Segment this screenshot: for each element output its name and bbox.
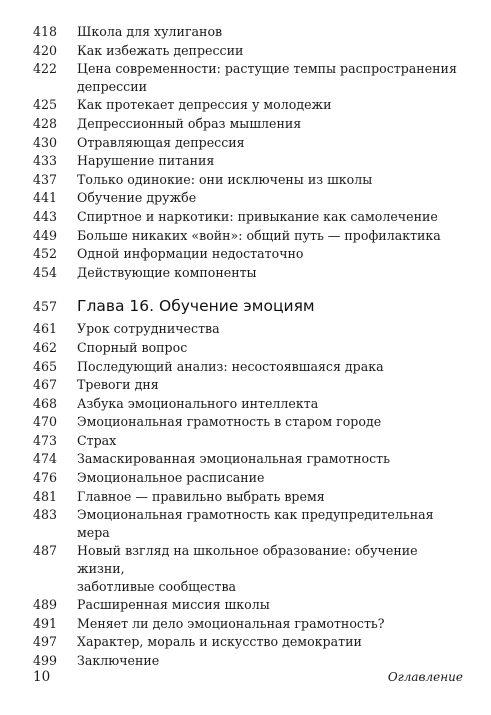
toc-entry-title: Урок сотрудничества [77, 321, 220, 337]
toc-entry-page: 425 [33, 97, 58, 113]
toc-entry-page: 491 [33, 615, 58, 631]
toc-section-depression [33, 23, 463, 281]
toc-entry-page: 462 [33, 339, 58, 355]
running-head: Оглавление [387, 670, 463, 684]
toc-entry-page: 474 [33, 451, 58, 467]
toc-entry-page: 433 [33, 153, 58, 169]
toc-entry-title: Главное — правильно выбрать время [77, 488, 325, 504]
toc-entry-title: Эмоциональная грамотность как предупредительная мера [77, 507, 434, 540]
toc-entry-page: 465 [33, 358, 58, 374]
toc-entry [33, 488, 463, 506]
toc-entry-page: 441 [33, 190, 58, 206]
toc-entry-page: 476 [33, 470, 58, 486]
toc-entry-title: Как протекает депрессия у молодежи [77, 97, 332, 113]
toc-entry-title: Отравляющая депрессия [77, 134, 245, 150]
toc-entry [33, 469, 463, 487]
toc-entry-title: Азбука эмоционального интеллекта [77, 395, 319, 411]
toc-entry [33, 134, 463, 152]
toc-entry [33, 208, 463, 226]
toc-entry [33, 189, 463, 207]
toc-entry-page: 428 [33, 115, 58, 131]
toc-entry-title: Спорный вопрос [77, 339, 188, 355]
folio-page-number: 10 [33, 669, 51, 685]
toc-entry-page: 452 [33, 246, 58, 262]
toc-entry-page: 449 [33, 227, 58, 243]
toc-entry-title: Спиртное и наркотики: привыкание как самолечение [77, 208, 438, 224]
toc-entry [33, 227, 463, 245]
toc-entry-title: Характер, мораль и искусство демократии [77, 634, 362, 650]
toc-entry-title: Школа для хулиганов [77, 24, 223, 39]
toc-entry-page: 418 [33, 24, 58, 39]
toc-entry [33, 320, 463, 338]
toc-entry [33, 152, 463, 170]
toc-entry [33, 339, 463, 357]
toc-entry [33, 652, 463, 670]
toc-entry-page: 461 [33, 321, 58, 337]
toc-entry-page: 483 [33, 507, 58, 523]
toc-entry-page: 454 [33, 264, 58, 280]
toc-entry [33, 450, 463, 468]
toc-entry [33, 23, 463, 41]
toc-entry-title: Замаскированная эмоциональная грамотность [77, 451, 390, 467]
toc-entry-title: Депрессионный образ мышления [77, 115, 302, 131]
toc-entry-title: Только одинокие: они исключены из школы [77, 171, 373, 187]
toc-section-emotions [33, 320, 463, 669]
toc-entry-title: Страх [77, 432, 117, 448]
toc-entry-title: Меняет ли дело эмоциональная грамотность? [77, 615, 385, 631]
toc-entry-title: Эмоциональная грамотность в старом городе [77, 414, 382, 430]
toc-entry [33, 115, 463, 133]
toc-entry-page: 468 [33, 395, 58, 411]
toc-entry [33, 413, 463, 431]
toc-entry [33, 358, 463, 376]
toc-entry-title: Последующий анализ: несостоявшаяся драка [77, 358, 384, 374]
toc-entry [33, 432, 463, 450]
chapter-heading [33, 295, 463, 318]
chapter-page-number: 457 [33, 299, 58, 315]
toc-entry [33, 542, 463, 595]
toc-entry-title: Расширенная миссия школы [77, 597, 270, 613]
toc-entry-page: 487 [33, 543, 58, 559]
toc-entry [33, 96, 463, 114]
chapter-title: Глава 16. Обучение эмоциям [77, 297, 315, 316]
toc-entry-title: Эмоциональное расписание [77, 470, 265, 486]
toc-entry-title: Как избежать депрессии [77, 42, 244, 58]
toc-entry [33, 171, 463, 189]
toc-entry-title: Тревоги дня [77, 377, 159, 393]
toc-entry [33, 395, 463, 413]
toc-entry-page: 499 [33, 653, 58, 668]
toc-entry [33, 245, 463, 263]
toc-entry-title: Новый взгляд на школьное образование: обучение жизни, заботливые сообщества [77, 543, 418, 594]
toc-entry [33, 506, 463, 541]
toc-entry-page: 467 [33, 377, 58, 393]
toc-entry-title: Заключение [77, 653, 160, 668]
toc-entry-page: 473 [33, 432, 58, 448]
toc-entry [33, 633, 463, 651]
toc-entry [33, 615, 463, 633]
toc-entry-title: Нарушение питания [77, 153, 215, 169]
toc-entry-page: 422 [33, 61, 58, 77]
toc-entry [33, 596, 463, 614]
toc-entry-page: 481 [33, 488, 58, 504]
toc-entry [33, 60, 463, 95]
toc-entry-title: Действующие компоненты [77, 264, 257, 280]
toc-entry [33, 376, 463, 394]
toc-entry-title: Обучение дружбе [77, 190, 197, 206]
toc-entry-page: 470 [33, 414, 58, 430]
toc-entry-title: Цена современности: растущие темпы распространения депрессии [77, 61, 457, 94]
toc-entry-page: 489 [33, 597, 58, 613]
toc-entry-page: 420 [33, 42, 58, 58]
toc-entry-title: Одной информации недостаточно [77, 246, 304, 262]
toc-entry [33, 42, 463, 60]
toc-entry-title: Больше никаких «войн»: общий путь — профилактика [77, 227, 441, 243]
toc-entry-page: 443 [33, 208, 58, 224]
toc-entry-page: 497 [33, 634, 58, 650]
toc-entry-page: 437 [33, 171, 58, 187]
toc-entry-page: 430 [33, 134, 58, 150]
table-of-contents [33, 23, 463, 671]
toc-entry [33, 264, 463, 282]
